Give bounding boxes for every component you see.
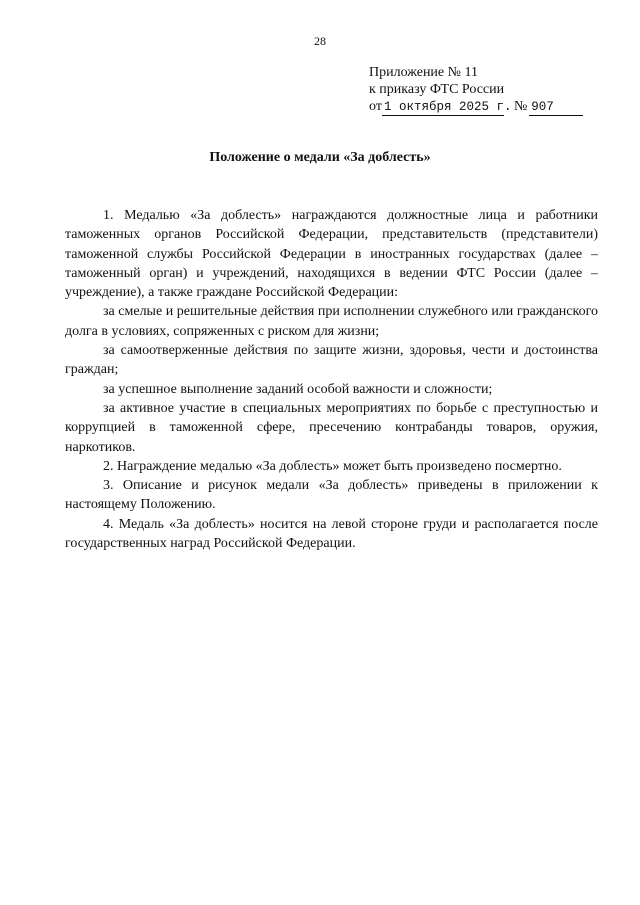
page-number: 28	[314, 34, 326, 48]
document-body	[65, 206, 598, 553]
paragraph-list-item: за успешное выполнение заданий особой важности и сложности;	[103, 381, 493, 397]
paragraph-list-item: за самоотверженные действия по защите жизни, здоровья, чести и достоинства граждан;	[65, 343, 598, 378]
number-label: №	[513, 99, 528, 114]
order-date: 1 октября 2025 г.	[383, 100, 512, 114]
from-label: от	[369, 99, 382, 114]
appendix-header	[369, 64, 609, 116]
paragraph-list-item: за смелые и решительные действия при исполнении служебного или гражданского долга в условиях, сопряженных с риском для жизни;	[65, 304, 598, 339]
appendix-line-1: Приложение № 11	[369, 65, 478, 80]
paragraph-3: 3. Описание и рисунок медали «За доблесть» приведены в приложении к настоящему Положению.	[65, 478, 598, 513]
appendix-line-2: к приказу ФТС России	[369, 82, 505, 97]
appendix-order-line	[369, 98, 609, 116]
paragraph-4: 4. Медаль «За доблесть» носится на левой стороне груди и располагается после государственных наград Российской Федерации.	[65, 516, 598, 552]
paragraph-list-item: за активное участие в специальных мероприятиях по борьбе с преступностью и коррупцией в таможенной сфере, пресечению контрабанды товаров, оружия, наркотиков.	[65, 400, 598, 455]
document-title: Положение о медали «За доблесть»	[209, 150, 431, 165]
paragraph-1: 1. Медалью «За доблесть» награждаются должностные лица и работники таможенных органов Российской Федерации, представительств (представители) таможенной службы Российской Федерации в иностранных государствах (далее – таможенный орган) и учреждений, находящихся в ведении ФТС России (далее – учреждение), а также граждане Российской Федерации:	[65, 208, 598, 301]
paragraph-2: 2. Награждение медалью «За доблесть» может быть произведено посмертно.	[103, 458, 562, 474]
order-number: 907	[529, 100, 583, 116]
